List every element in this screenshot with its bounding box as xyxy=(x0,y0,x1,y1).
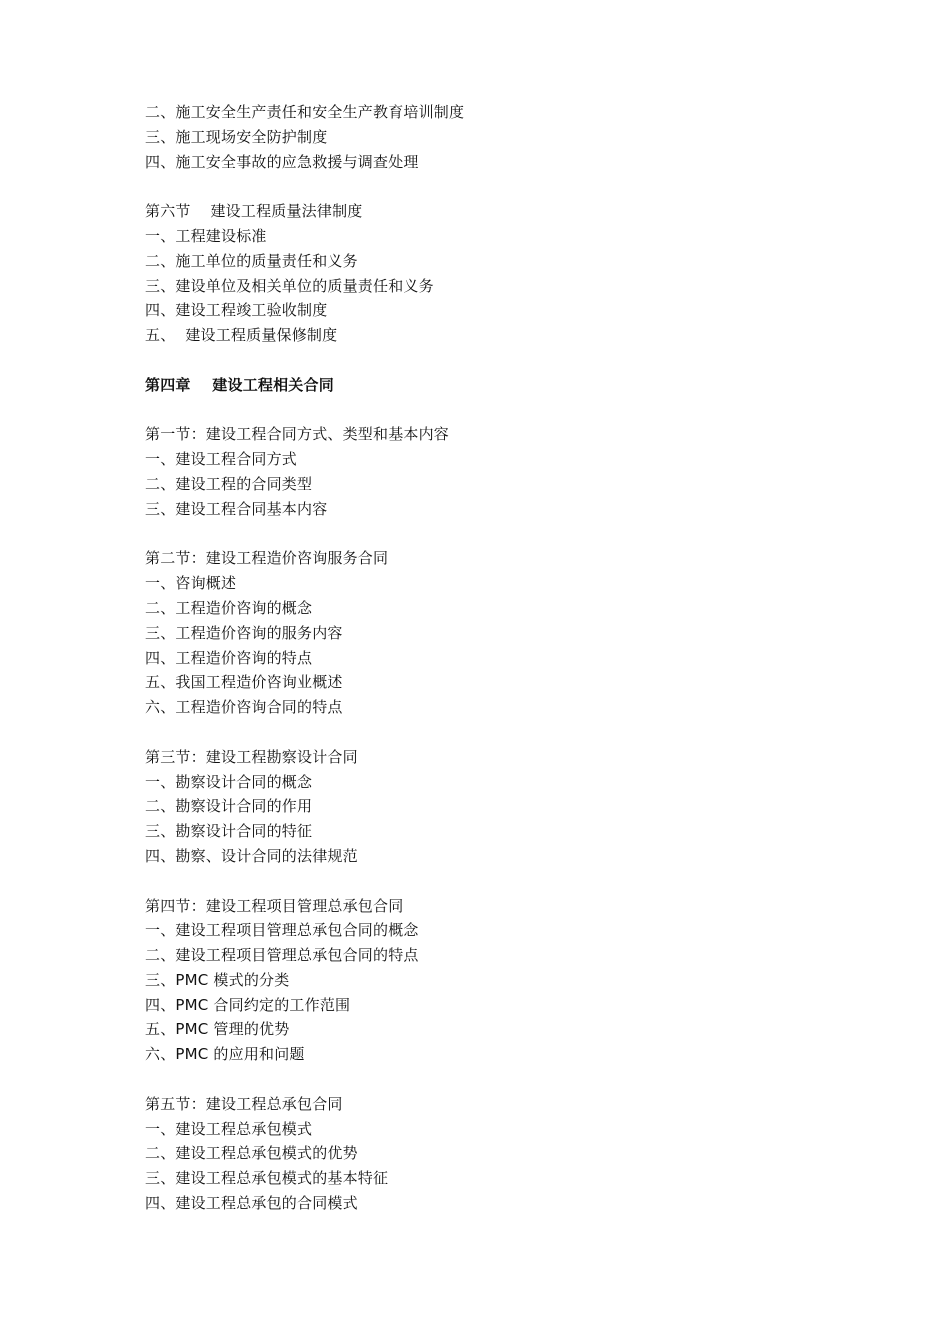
section-title: 第一节：建设工程合同方式、类型和基本内容 xyxy=(145,425,450,444)
list-item: 一、勘察设计合同的概念 xyxy=(145,772,313,791)
chapter4-section-2 xyxy=(145,546,845,720)
list-item: 一、建设工程总承包模式 xyxy=(145,1119,313,1138)
list-item: 三、工程造价咨询的服务内容 xyxy=(145,623,343,642)
section-title: 第五节：建设工程总承包合同 xyxy=(145,1094,343,1113)
list-item: 二、建设工程总承包模式的优势 xyxy=(145,1144,358,1163)
list-item: 一、咨询概述 xyxy=(145,574,237,593)
list-item: 二、建设工程项目管理总承包合同的特点 xyxy=(145,946,419,965)
list-item: 三、建设单位及相关单位的质量责任和义务 xyxy=(145,276,434,295)
paragraph-gap xyxy=(145,398,845,423)
paragraph-gap xyxy=(145,522,845,547)
list-item: 三、施工现场安全防护制度 xyxy=(145,127,328,146)
list-item: 一、建设工程项目管理总承包合同的概念 xyxy=(145,921,419,940)
list-item: 二、施工安全生产责任和安全生产教育培训制度 xyxy=(145,103,465,121)
chapter-title: 第四章 建设工程相关合同 xyxy=(145,375,334,394)
chapter4-section-1 xyxy=(145,422,845,521)
list-item: 三、PMC 模式的分类 xyxy=(145,970,290,989)
list-item: 三、建设工程总承包模式的基本特征 xyxy=(145,1169,389,1188)
list-item: 一、工程建设标准 xyxy=(145,226,267,245)
list-item: 二、勘察设计合同的作用 xyxy=(145,797,313,816)
section-title: 第六节 建设工程质量法律制度 xyxy=(145,202,363,221)
list-item: 三、勘察设计合同的特征 xyxy=(145,822,313,841)
list-item: 二、施工单位的质量责任和义务 xyxy=(145,251,358,270)
section-continued-list xyxy=(145,100,845,174)
list-item: 一、建设工程合同方式 xyxy=(145,450,298,469)
chapter4-section-3 xyxy=(145,745,845,869)
list-item: 五、PMC 管理的优势 xyxy=(145,1020,290,1039)
list-item: 六、PMC 的应用和问题 xyxy=(145,1045,305,1064)
list-item: 二、工程造价咨询的概念 xyxy=(145,598,313,617)
list-item: 四、PMC 合同约定的工作范围 xyxy=(145,995,351,1014)
section-6 xyxy=(145,199,845,348)
paragraph-gap xyxy=(145,174,845,199)
list-item: 四、建设工程竣工验收制度 xyxy=(145,301,328,320)
paragraph-gap xyxy=(145,348,845,373)
list-item: 六、工程造价咨询合同的特点 xyxy=(145,698,343,717)
list-item: 四、建设工程总承包的合同模式 xyxy=(145,1194,358,1213)
section-title: 第三节：建设工程勘察设计合同 xyxy=(145,747,358,766)
chapter4-section-5 xyxy=(145,1092,845,1216)
paragraph-gap xyxy=(145,869,845,894)
section-title: 第二节：建设工程造价咨询服务合同 xyxy=(145,549,389,568)
list-item: 三、建设工程合同基本内容 xyxy=(145,499,328,518)
document-page xyxy=(145,100,845,1216)
list-item: 四、勘察、设计合同的法律规范 xyxy=(145,846,358,865)
section-title: 第四节：建设工程项目管理总承包合同 xyxy=(145,896,404,915)
list-item: 五、 建设工程质量保修制度 xyxy=(145,326,338,345)
list-item: 五、我国工程造价咨询业概述 xyxy=(145,673,343,692)
chapter4-section-4 xyxy=(145,894,845,1068)
paragraph-gap xyxy=(145,1067,845,1092)
list-item: 四、工程造价咨询的特点 xyxy=(145,648,313,667)
list-item: 二、建设工程的合同类型 xyxy=(145,474,313,493)
paragraph-gap xyxy=(145,720,845,745)
list-item: 四、施工安全事故的应急救援与调查处理 xyxy=(145,152,419,171)
